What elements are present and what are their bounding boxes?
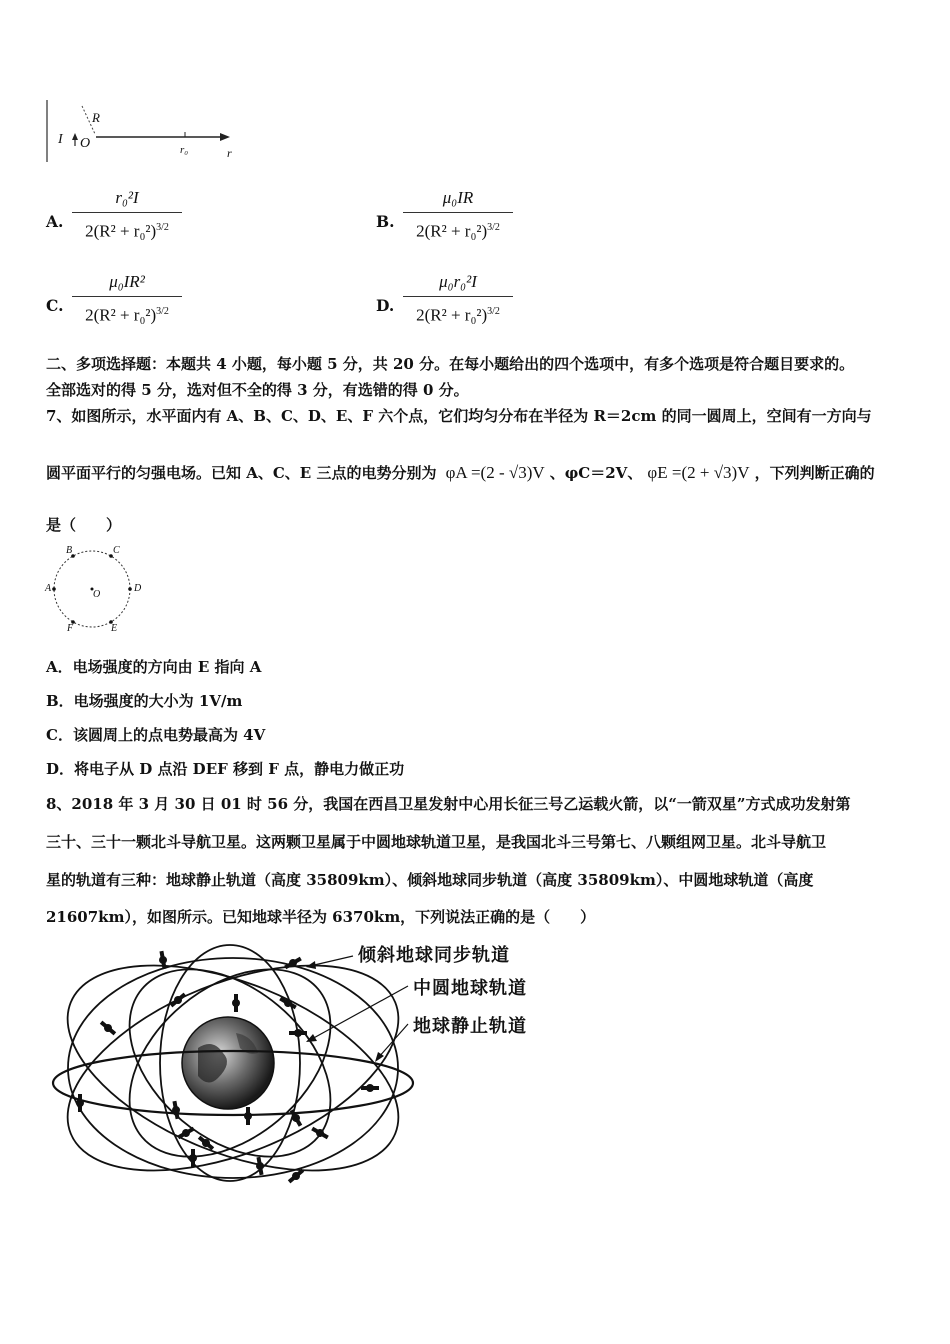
q7-line2b: ，下列判断正确的 (754, 464, 875, 482)
option-b-fraction (403, 186, 513, 241)
r-axis-arrow-icon (220, 133, 230, 141)
radius-label: R (92, 110, 100, 125)
q7-phi-a: φA =(2 - √3)V (445, 463, 545, 482)
q7-option-b[interactable]: B．电场强度的大小为 1V/m (46, 692, 243, 710)
q7-line2a: 圆平面平行的匀强电场。已知 A、C、E 三点的电势分别为 (46, 464, 437, 482)
q7-line3: 是（ ） (46, 516, 122, 534)
orbit-label-medium: 中圆地球轨道 (413, 978, 527, 999)
circle-figure (44, 543, 144, 635)
orbit-figure (48, 938, 568, 1200)
orbit-label-geostationary: 地球静止轨道 (413, 1016, 527, 1037)
point-a (52, 587, 56, 591)
label-a: A (45, 583, 52, 594)
label-b: B (66, 545, 73, 556)
option-a-denominator: 2(R² + r₀²) (85, 221, 157, 241)
label-c: C (113, 545, 120, 556)
section2-line2: 全部选对的得 5 分，选对但不全的得 3 分，有选错的得 0 分。 (46, 381, 469, 399)
r0-label: r₀ (180, 144, 189, 156)
annotation-arrow-2 (310, 986, 408, 1040)
option-b-numerator: μ₀IR (442, 188, 474, 207)
label-d: D (134, 583, 142, 594)
q7-option-a[interactable]: A．电场强度的方向由 E 指向 A (46, 658, 262, 676)
option-a-label: A. (46, 212, 64, 231)
option-d-fraction (403, 270, 513, 325)
satellite-icon (170, 1100, 181, 1119)
option-d-denominator: 2(R² + r₀²) (416, 305, 488, 325)
q7-line1: 7、如图所示，水平面内有 A、B、C、D、E、F 六个点，它们均匀分布在半径为 R＝2cm 的同一圆周上，空间有一方向与 (46, 407, 872, 425)
current-arrow-icon (72, 133, 78, 140)
q7-phi-c: 、φC＝2V、 (549, 464, 643, 482)
option-a-fraction (72, 186, 182, 241)
axis-figure-svg (44, 96, 244, 168)
origin-label: O (80, 136, 91, 151)
q8-line4: 21607km），如图所示。已知地球半径为 6370km，下列说法正确的是（ ） (46, 908, 596, 926)
annotation-arrow-1 (310, 956, 353, 966)
option-c-numerator: μ₀IR² (109, 272, 145, 291)
label-o: O (93, 589, 101, 600)
earth-icon (182, 1017, 274, 1109)
option-c-denominator: 2(R² + r₀²) (85, 305, 157, 325)
annotation-arrow-3 (378, 1024, 408, 1058)
option-a-numerator: r₀²I (115, 188, 139, 207)
option-a-exponent: 3/2 (156, 222, 169, 233)
satellite-icon (244, 1107, 252, 1125)
q7-option-d[interactable]: D．将电子从 D 点沿 DEF 移到 F 点，静电力做正功 (46, 760, 405, 778)
option-c-exponent: 3/2 (156, 306, 169, 317)
q7-option-c[interactable]: C．该圆周上的点电势最高为 4V (46, 726, 266, 744)
option-c-fraction (72, 270, 182, 325)
satellite-icon (232, 994, 240, 1012)
satellite-icon (99, 1019, 118, 1037)
r-axis-label: r (227, 146, 232, 160)
option-d-numerator: μ₀r₀²I (439, 272, 477, 291)
label-e: E (111, 623, 118, 634)
point-d (128, 587, 132, 591)
option-b-denominator: 2(R² + r₀²) (416, 221, 488, 241)
current-label: I (58, 132, 63, 147)
q8-line1: 8、2018 年 3 月 30 日 01 时 56 分，我国在西昌卫星发射中心用长征三号乙运载火箭，以“一箭双星”方式成功发射第 (46, 795, 851, 813)
satellite-icon (289, 1029, 307, 1037)
q7-phi-e: φE =(2 + √3)V (647, 463, 750, 482)
q8-line3: 星的轨道有三种：地球静止轨道（高度 35809km）、倾斜地球同步轨道（高度 35809km）、中圆地球轨道（高度 (46, 871, 814, 889)
satellite-icon (310, 1125, 330, 1141)
axis-figure (44, 96, 244, 168)
satellite-icon (76, 1094, 84, 1112)
option-d-label: D. (376, 296, 395, 315)
satellite-icon (189, 1149, 197, 1167)
q7-line2 (46, 462, 875, 490)
satellite-icon (176, 1125, 196, 1141)
section2-line1: 二、多项选择题：本题共 4 小题，每小题 5 分，共 20 分。在每小题给出的四个选项中，有多个选项是符合题目要求的。 (46, 355, 855, 373)
label-f: F (67, 623, 74, 634)
option-b-exponent: 3/2 (487, 222, 500, 233)
option-c-label: C. (46, 296, 64, 315)
orbit-label-inclined: 倾斜地球同步轨道 (358, 945, 510, 966)
option-d-exponent: 3/2 (487, 306, 500, 317)
q8-line2: 三十、三十一颗北斗导航卫星。这两颗卫星属于中圆地球轨道卫星，是我国北斗三号第七、八颗组网卫星。北斗导航卫 (46, 833, 827, 851)
option-b-label: B. (376, 212, 395, 231)
